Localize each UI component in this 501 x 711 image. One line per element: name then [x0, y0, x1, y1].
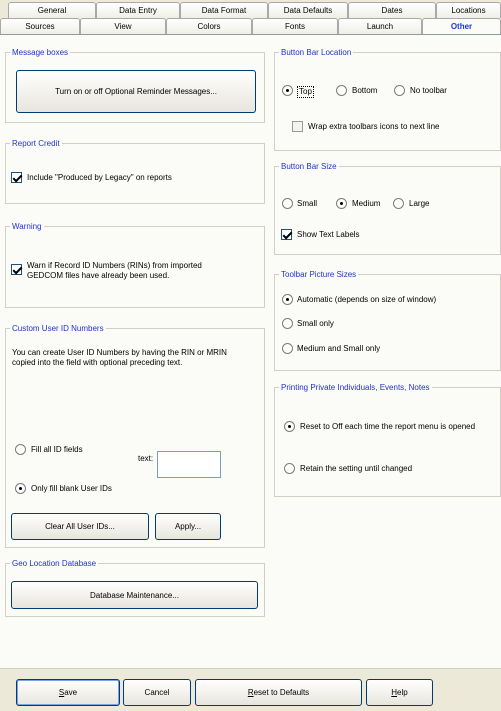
- tab-data-format[interactable]: Data Format: [180, 2, 268, 18]
- reset-to-off-radio[interactable]: [284, 421, 295, 432]
- prefix-text-input[interactable]: [157, 451, 221, 478]
- produced-by-legacy-label: Include "Produced by Legacy" on reports: [27, 173, 172, 182]
- button-bar-size-group: [274, 162, 501, 255]
- picture-automatic-radio[interactable]: [282, 294, 293, 305]
- printing-private-title: Printing Private Individuals, Events, Notes: [281, 383, 430, 392]
- location-top-radio[interactable]: [282, 85, 293, 96]
- size-large-label: Large: [409, 199, 430, 208]
- report-credit-title: Report Credit: [12, 139, 60, 148]
- custom-user-id-group: [5, 324, 265, 548]
- help-mnemonic: H: [391, 688, 398, 697]
- footer-divider: [0, 668, 501, 669]
- tab-sources[interactable]: Sources: [0, 18, 80, 34]
- location-bottom-radio[interactable]: [336, 85, 347, 96]
- tab-fonts[interactable]: Fonts: [252, 18, 338, 34]
- retain-setting-radio[interactable]: [284, 463, 295, 474]
- save-label: ave: [64, 688, 78, 697]
- retain-setting-label: Retain the setting until changed: [300, 464, 413, 473]
- size-small-label: Small: [297, 199, 318, 208]
- size-small-radio[interactable]: [282, 198, 293, 209]
- reset-to-defaults-button[interactable]: [195, 679, 362, 706]
- picture-small-label: Small only: [297, 319, 334, 328]
- tab-launch[interactable]: Launch: [338, 18, 422, 34]
- tab-row-1: [0, 2, 501, 18]
- picture-small-radio[interactable]: [282, 318, 293, 329]
- reset-to-off-label: Reset to Off each time the report menu is opened: [300, 422, 476, 431]
- database-maintenance-button[interactable]: Database Maintenance...: [11, 581, 258, 609]
- location-no-toolbar-radio[interactable]: [394, 85, 405, 96]
- toolbar-picture-sizes-group: [274, 270, 501, 371]
- location-bottom-label: Bottom: [352, 86, 378, 95]
- tab-row-2: [0, 18, 501, 34]
- message-boxes-group: [5, 48, 265, 123]
- geo-location-title: Geo Location Database: [12, 559, 97, 568]
- reset-label: eset to Defaults: [253, 688, 310, 697]
- tab-other[interactable]: Other: [422, 18, 501, 34]
- show-text-labels-checkbox[interactable]: [281, 229, 292, 240]
- reset-mnemonic: R: [247, 688, 254, 697]
- show-text-labels-label: Show Text Labels: [297, 230, 360, 239]
- button-bar-size-title: Button Bar Size: [281, 162, 337, 171]
- fill-all-label: Fill all ID fields: [31, 445, 83, 454]
- fill-blank-label: Only fill blank User IDs: [31, 484, 112, 493]
- wrap-toolbars-checkbox[interactable]: [292, 121, 303, 132]
- location-no-toolbar-label: No toolbar: [410, 86, 447, 95]
- text-label: text:: [138, 454, 154, 463]
- geo-location-group: [5, 559, 265, 617]
- tab-colors[interactable]: Colors: [166, 18, 252, 34]
- size-large-radio[interactable]: [393, 198, 404, 209]
- warn-rin-checkbox[interactable]: [11, 264, 22, 275]
- save-mnemonic: S: [58, 688, 65, 697]
- picture-medium-small-radio[interactable]: [282, 343, 293, 354]
- apply-button[interactable]: Apply...: [155, 513, 221, 540]
- clear-user-ids-button[interactable]: Clear All User IDs...: [11, 513, 149, 540]
- tab-data-defaults[interactable]: Data Defaults: [268, 2, 348, 18]
- tab-locations[interactable]: Locations: [436, 2, 501, 18]
- help-label: elp: [397, 688, 408, 697]
- warning-group: [5, 222, 265, 308]
- tab-data-entry[interactable]: Data Entry: [96, 2, 180, 18]
- tab-dates[interactable]: Dates: [348, 2, 436, 18]
- printing-private-group: [274, 383, 501, 497]
- save-button[interactable]: [16, 679, 120, 706]
- location-top-label: Top: [299, 87, 312, 96]
- tab-general[interactable]: General: [8, 2, 96, 18]
- button-bar-location-group: [274, 48, 501, 151]
- custom-user-id-title: Custom User ID Numbers: [12, 324, 104, 333]
- size-medium-radio[interactable]: [336, 198, 347, 209]
- picture-automatic-label: Automatic (depends on size of window): [297, 295, 437, 304]
- message-boxes-title: Message boxes: [12, 48, 69, 57]
- toolbar-picture-sizes-title: Toolbar Picture Sizes: [281, 270, 357, 279]
- warning-title: Warning: [12, 222, 42, 231]
- picture-medium-small-label: Medium and Small only: [297, 344, 381, 353]
- fill-all-radio[interactable]: [15, 444, 26, 455]
- size-medium-label: Medium: [352, 199, 381, 208]
- button-bar-location-title: Button Bar Location: [281, 48, 352, 57]
- tab-view[interactable]: View: [80, 18, 166, 34]
- custom-user-id-description: You can create User ID Numbers by having the RIN or MRIN copied into the field with optional preceding text.: [12, 348, 227, 367]
- report-credit-group: [5, 139, 265, 204]
- produced-by-legacy-checkbox[interactable]: [11, 172, 22, 183]
- warn-rin-label: Warn if Record ID Numbers (RINs) from imported GEDCOM files have already been used.: [27, 261, 202, 280]
- cancel-button[interactable]: Cancel: [123, 679, 191, 706]
- help-button[interactable]: [366, 679, 433, 706]
- reminder-messages-button[interactable]: Turn on or off Optional Reminder Messages...: [16, 70, 256, 113]
- wrap-toolbars-label: Wrap extra toolbars icons to next line: [308, 122, 440, 131]
- fill-blank-radio[interactable]: [15, 483, 26, 494]
